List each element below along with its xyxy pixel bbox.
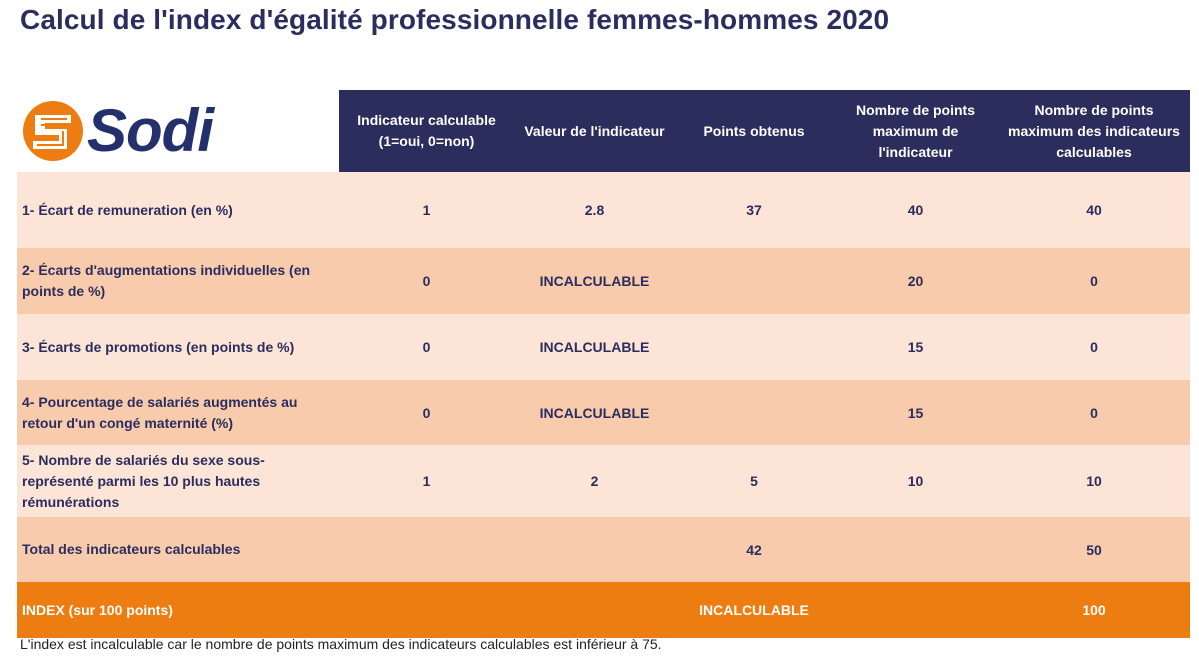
total-value: [514, 517, 675, 582]
cell-value: INCALCULABLE: [514, 380, 675, 445]
table-header-row: [17, 90, 1190, 172]
index-row: [17, 582, 1190, 638]
cell-value: 2: [514, 445, 675, 517]
table-row: [17, 445, 1190, 517]
header-blank-cell: [17, 90, 339, 172]
footnote: L'index est incalculable car le nombre de points maximum des indicateurs calculables est inférieur à 75.: [20, 636, 662, 652]
total-max-points: [833, 517, 998, 582]
row-label: 4- Pourcentage de salariés augmentés au retour d'un congé maternité (%): [17, 380, 339, 445]
header-points: Points obtenus: [675, 90, 833, 172]
header-max-points: Nombre de points maximum de l'indicateur: [833, 90, 998, 172]
cell-value: INCALCULABLE: [514, 248, 675, 314]
total-calculable: [339, 517, 514, 582]
index-value: [514, 582, 675, 638]
total-max-calculable: 50: [998, 517, 1190, 582]
total-label: Total des indicateurs calculables: [17, 517, 339, 582]
cell-max-points: 10: [833, 445, 998, 517]
cell-value: INCALCULABLE: [514, 314, 675, 380]
cell-max-calculable: 0: [998, 248, 1190, 314]
index-table: [17, 90, 1190, 638]
table-row: [17, 380, 1190, 445]
row-label: 2- Écarts d'augmentations individuelles (en points de %): [17, 248, 339, 314]
table-row: [17, 172, 1190, 248]
row-label: 5- Nombre de salariés du sexe sous-représenté parmi les 10 plus hautes rémunérations: [17, 445, 339, 517]
cell-value: 2.8: [514, 172, 675, 248]
row-label: 3- Écarts de promotions (en points de %): [17, 314, 339, 380]
header-calculable: Indicateur calculable (1=oui, 0=non): [339, 90, 514, 172]
cell-points: [675, 380, 833, 445]
index-label: INDEX (sur 100 points): [17, 582, 339, 638]
cell-points: [675, 314, 833, 380]
cell-calculable: 1: [339, 172, 514, 248]
cell-max-points: 40: [833, 172, 998, 248]
cell-calculable: 0: [339, 248, 514, 314]
header-value: Valeur de l'indicateur: [514, 90, 675, 172]
cell-max-points: 15: [833, 314, 998, 380]
page-title: Calcul de l'index d'égalité professionnelle femmes-hommes 2020: [20, 4, 890, 35]
cell-max-calculable: 40: [998, 172, 1190, 248]
cell-points: 5: [675, 445, 833, 517]
total-row: [17, 517, 1190, 582]
cell-max-calculable: 0: [998, 314, 1190, 380]
index-points: INCALCULABLE: [675, 582, 833, 638]
cell-max-calculable: 10: [998, 445, 1190, 517]
index-max-points: [833, 582, 998, 638]
table-row: [17, 248, 1190, 314]
logo-text: Sodi: [87, 97, 213, 164]
cell-max-points: 20: [833, 248, 998, 314]
cell-calculable: 1: [339, 445, 514, 517]
total-points: 42: [675, 517, 833, 582]
table-row: [17, 314, 1190, 380]
cell-max-points: 15: [833, 380, 998, 445]
cell-calculable: 0: [339, 380, 514, 445]
row-label: 1- Écart de remuneration (en %): [17, 172, 339, 248]
cell-max-calculable: 0: [998, 380, 1190, 445]
index-max-calculable: 100: [998, 582, 1190, 638]
index-calculable: [339, 582, 514, 638]
cell-points: [675, 248, 833, 314]
cell-calculable: 0: [339, 314, 514, 380]
header-max-calculable: Nombre de points maximum des indicateurs calculables: [998, 90, 1190, 172]
cell-points: 37: [675, 172, 833, 248]
